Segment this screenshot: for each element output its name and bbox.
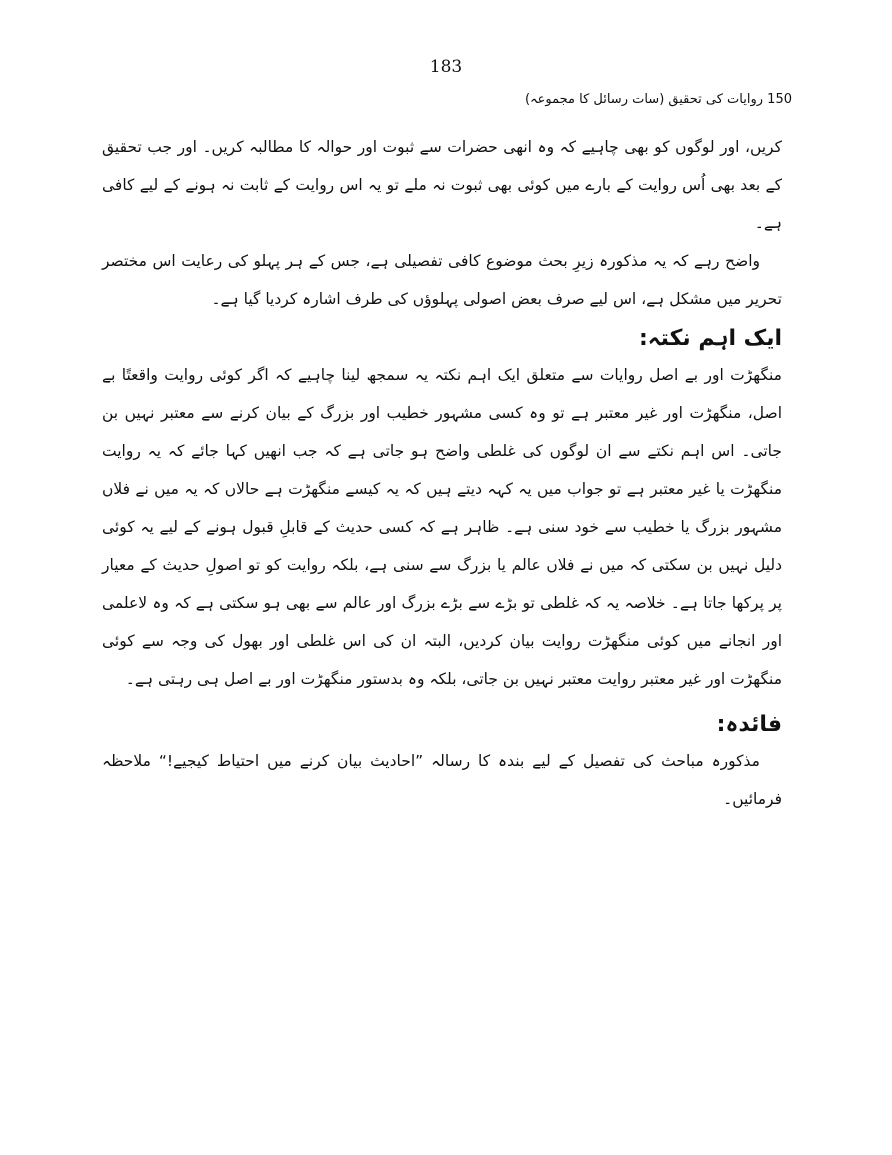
page-body (102, 128, 782, 818)
section-heading-benefit: فائدہ: (716, 712, 782, 737)
paragraph-important-point: منگھڑت اور بے اصل روایات سے متعلق ایک اہم نکتہ یہ سمجھ لینا چاہیے کہ اگر کوئی روایت واقعتًا بے اصل، منگھڑت اور غیر معتبر ہے تو وہ کسی مشہور خطیب اور بزرگ کے بیان کرنے سے معتبر نہیں بن جاتی۔ اس اہم نکتے سے ان لوگوں کی غلطی واضح ہو جاتی ہے کہ جب انھیں کہا جائے کہ یہ روایت منگھڑت یا غیر معتبر ہے تو جواب میں یہ کہہ دیتے ہیں کہ یہ کیسے منگھڑت ہے حالاں کہ یہ میں نے فلاں مشہور بزرگ یا خطیب سے خود سنی ہے۔ ظاہر ہے کہ کسی حدیث کے قابلِ قبول ہونے کے لیے یہ کوئی دلیل نہیں بن سکتی کہ میں نے فلاں عالم یا بزرگ سے سنی ہے، بلکہ روایت کو تو اصولِ حدیث کے معیار پر پرکھا جاتا ہے۔ خلاصہ یہ کہ غلطی تو بڑے سے بڑے بزرگ اور عالم سے بھی ہو سکتی ہے کہ وہ لاعلمی اور انجانے میں کوئی منگھڑت روایت بیان کردیں، البتہ ان کی اس غلطی اور بھول کی وجہ سے کوئی منگھڑت اور غیر معتبر روایت معتبر نہیں بن جاتی، بلکہ وہ بدستور منگھڑت اور بے اصل ہی رہتی ہے۔ (102, 366, 782, 688)
paragraph-benefit: مذکورہ مباحث کی تفصیل کے لیے بندہ کا رسالہ ”احادیث بیان کرنے میں احتیاط کیجیے!“ ملاحظہ فرمائیں۔ (102, 752, 782, 808)
paragraph-scope-note: واضح رہے کہ یہ مذکورہ زیرِ بحث موضوع کافی تفصیلی ہے، جس کے ہر پہلو کی رعایت اس مختصر تحریر میں مشکل ہے، اس لیے صرف بعض اصولی پہلوؤں کی طرف اشارہ کردیا گیا ہے۔ (102, 252, 782, 308)
running-head: 150 روایات کی تحقیق (سات رسائل کا مجموعہ) (524, 92, 792, 107)
page-number: 183 (429, 57, 463, 77)
section-heading-important-point: ایک اہم نکتہ: (638, 326, 782, 351)
paragraph-continuation: کریں، اور لوگوں کو بھی چاہیے کہ وہ انھی حضرات سے ثبوت اور حوالہ کا مطالبہ کریں۔ اور جب تحقیق کے بعد بھی اُس روایت کے بارے میں کوئی بھی ثبوت نہ ملے تو یہ اس روایت کے ثابت نہ ہونے کے لیے کافی ہے۔ (102, 138, 782, 232)
